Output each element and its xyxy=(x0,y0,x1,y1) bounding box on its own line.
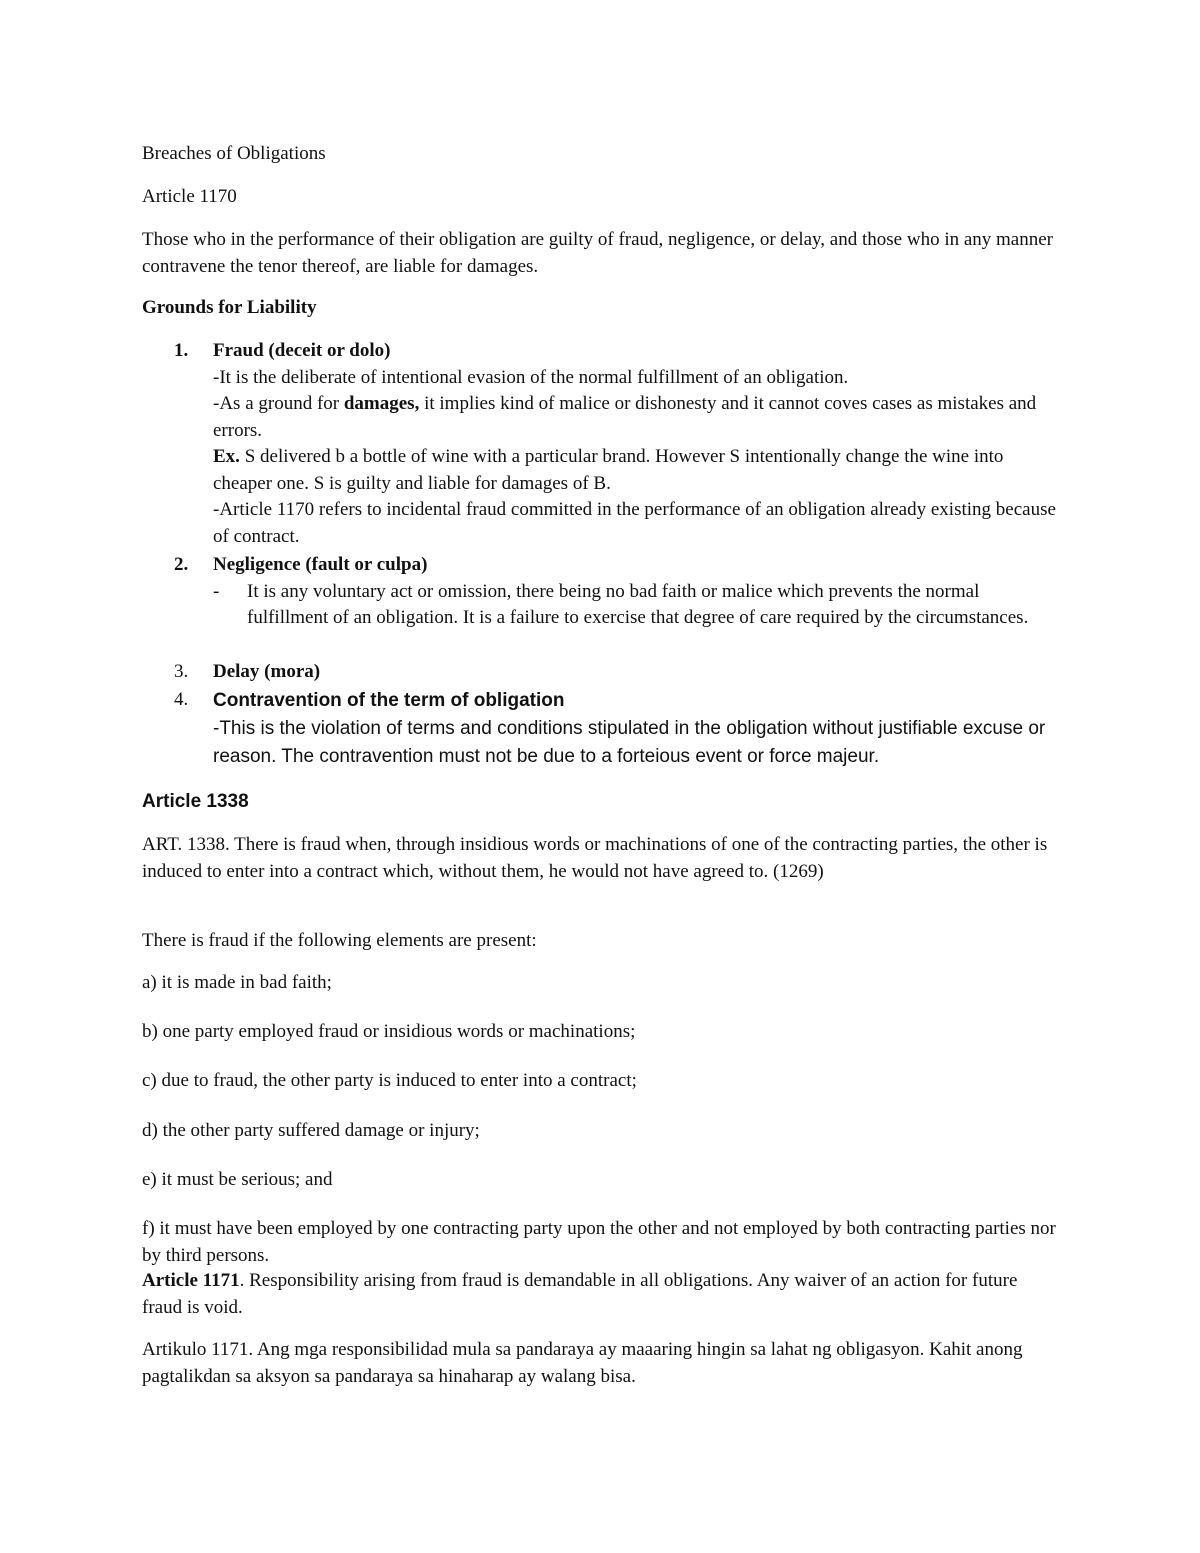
ground-item-number: 3. xyxy=(174,661,189,682)
negligence-text: It is any voluntary act or omission, there being no bad faith or malice which prevents the normal fulfillment of an obligation. It is a failure to exercise that degree of care required by the circumstances. xyxy=(247,580,1029,628)
article-1338-text: ART. 1338. There is fraud when, through insidious words or machinations of one of the contracting parties, the other is induced to enter into a contract which, without them, he would not have agreed to. (1269) xyxy=(142,834,1048,882)
fraud-element-f: f) it must have been employed by one contracting party upon the other and not employed by both contracting parties nor by third persons. xyxy=(142,1218,1056,1266)
grounds-heading: Grounds for Liability xyxy=(142,297,317,318)
ground-item-delay xyxy=(142,659,1062,686)
fraud-element-e: e) it must be serious; and xyxy=(142,1169,333,1190)
fraud-incidental-note: -Article 1170 refers to incidental fraud committed in the performance of an obligation already existing because of contract. xyxy=(213,499,1056,547)
fraud-example: Ex. S delivered b a bottle of wine with a particular brand. However S intentionally change the wine into cheaper one. S is guilty and liable for damages of B. xyxy=(213,446,1004,494)
article-1170-text: Those who in the performance of their obligation are guilty of fraud, negligence, or delay, and those who in any manner contravene the tenor thereof, are liable for damages. xyxy=(142,229,1053,277)
ground-item-fraud xyxy=(142,338,1062,550)
fraud-element-c: c) due to fraud, the other party is induced to enter into a contract; xyxy=(142,1070,637,1091)
negligence-definition xyxy=(213,579,1062,632)
dash-marker: - xyxy=(213,580,220,602)
article-1171-filipino: Artikulo 1171. Ang mga responsibilidad mula sa pandaraya ay maaaring hingin sa lahat ng obligasyon. Kahit anong pagtalikdan sa aksyon sa pandaraya sa hinaharap ay walang bisa. xyxy=(142,1339,1023,1387)
article-1170-heading: Article 1170 xyxy=(142,186,237,207)
fraud-elements-intro: There is fraud if the following elements are present: xyxy=(142,930,537,951)
article-1171-label: Article 1171 xyxy=(142,1270,240,1291)
document-title: Breaches of Obligations xyxy=(142,143,326,164)
fraud-definition: -It is the deliberate of intentional evasion of the normal fulfillment of an obligation. xyxy=(213,366,849,388)
fraud-damages-note: -As a ground for damages, it implies kind of malice or dishonesty and it cannot coves cases as mistakes and errors. xyxy=(213,393,1037,441)
ground-item-contravention xyxy=(142,687,1062,771)
fraud-element-d: d) the other party suffered damage or injury; xyxy=(142,1120,480,1141)
article-1338-heading: Article 1338 xyxy=(142,791,249,812)
ground-item-negligence xyxy=(142,552,1062,632)
ground-item-number: 4. xyxy=(174,689,189,710)
ground-item-title: Contravention of the term of obligation xyxy=(213,690,565,711)
fraud-element-b: b) one party employed fraud or insidious words or machinations; xyxy=(142,1021,636,1042)
fraud-element-a: a) it is made in bad faith; xyxy=(142,972,332,993)
ground-item-title: Negligence (fault or culpa) xyxy=(213,554,428,575)
ground-item-number: 2. xyxy=(174,554,189,575)
ground-item-title: Delay (mora) xyxy=(213,661,321,682)
ground-item-number: 1. xyxy=(174,340,189,361)
ground-item-title: Fraud (deceit or dolo) xyxy=(213,340,391,361)
contravention-text: -This is the violation of terms and conditions stipulated in the obligation without justifiable excuse or reason. The contravention must not be due to a forteious event or force majeur. xyxy=(213,718,1046,767)
article-1171-text: Article 1171. Responsibility arising from fraud is demandable in all obligations. Any waiver of an action for future fraud is void. xyxy=(142,1270,1018,1318)
